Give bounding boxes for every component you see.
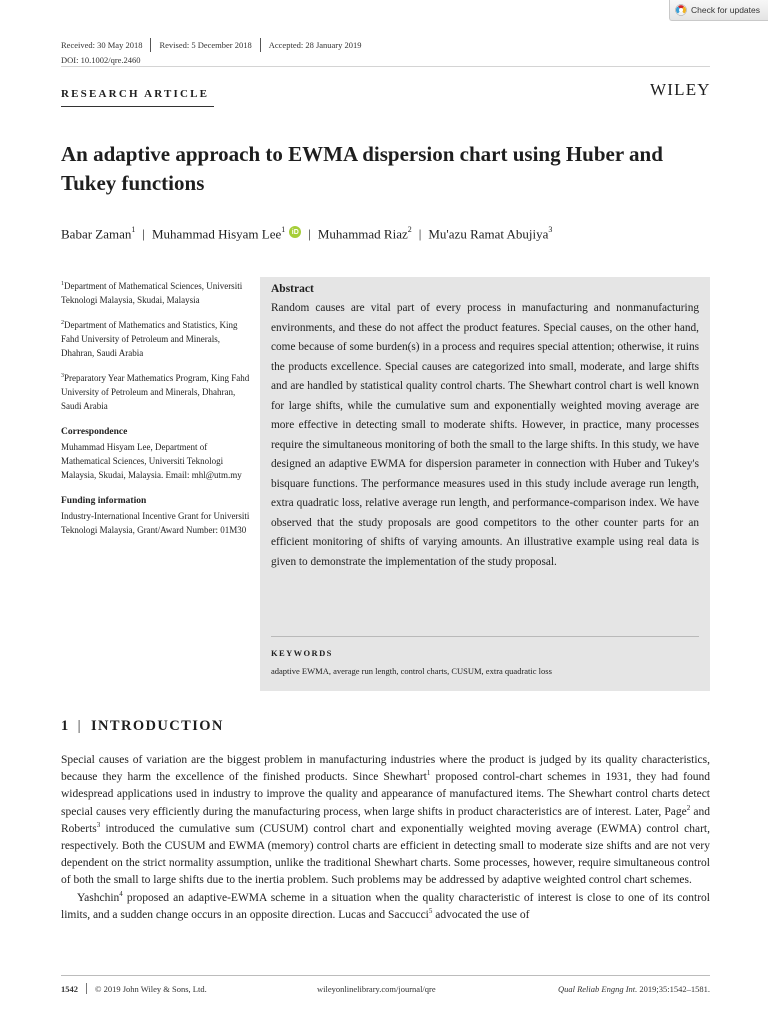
accepted-date: Accepted: 28 January 2019 [268, 40, 362, 50]
keywords-divider [271, 636, 699, 637]
abstract-heading: Abstract [271, 283, 314, 295]
section-separator: | [77, 718, 82, 734]
section-title: INTRODUCTION [90, 718, 224, 734]
citation-ref[interactable]: 3 [96, 820, 101, 829]
meta-divider [260, 38, 261, 52]
author-list [61, 226, 552, 242]
author[interactable]: Muhammad Riaz$^2$ [317, 225, 412, 242]
publisher-name: WILEY [650, 80, 711, 99]
doi[interactable]: DOI: 10.1002/qre.2460 [61, 55, 141, 65]
article-type-underline [61, 106, 214, 107]
received-date: Received: 30 May 2018 [61, 40, 143, 50]
footer-divider [86, 983, 87, 994]
citation-ref[interactable]: 1 [426, 769, 431, 778]
author-separator: | [308, 226, 311, 242]
funding-text: Industry-International Incentive Grant for Universiti Teknologi Malaysia, Grant/Award Number: 01M30 [61, 511, 250, 535]
author-separator: | [418, 226, 422, 242]
affiliation: $^2$Department of Mathematics and Statistics, King Fahd University of Petroleum and Minerals, Dhahran, Saudi Arabia [61, 320, 238, 358]
citation-ref[interactable]: 5 [428, 907, 433, 915]
keywords-heading: KEYWORDS [271, 648, 333, 658]
section-heading [61, 718, 224, 735]
abstract-text: Random causes are vital part of every process in manufacturing and nonmanufacturing environments, and these do not affect the product features. Special causes, on the other hand, come because of some burden(s) in a process and requires special attention; otherwise, it ruins the products excellence. Special causes are categorized into small, moderate, and large shifts and are handled by statistical quality control charts. The Shewhart control chart is well known for large shifts, while the cumulative sum and exponentially weighted moving average are more effective in detecting small to moderate shifts. However, in practice, many processes require the simultaneous monitoring of both the small to the large shifts. In this study, we have designed an adaptive EWMA for dispersion parameter in connection with Huber and Tukey's bisquare functions. The performance measures used in this study include average run length, extra quadratic loss, relative average run length, and performance-comparison index. We have observed that the study proposals are good competitors to the other counter parts for an efficient monitoring of shifts of varying amounts. An illustrative example using real data is given to demonstrate the implementation of the study proposal. [271, 302, 699, 568]
author[interactable]: Muhammad Hisyam Lee$^1$ [152, 225, 286, 242]
correspondence-heading: Correspondence [61, 427, 128, 437]
paragraph: Yashchin$^4$ proposed an adaptive-EWMA scheme in a situation when the quality characteristic of interest is close to one of its control limits, and a sudden change occurs in an opposite direction. Lucas and Saccucci$^5$ advocated the use of [61, 889, 710, 921]
author[interactable]: Mu'azu Ramat Abujiya$^3$ [428, 225, 553, 242]
copyright: © 2019 John Wiley & Sons, Ltd. [95, 983, 207, 994]
affiliation: $^3$Preparatory Year Mathematics Program, King Fahd University of Petroleum and Minerals, Dhahran, Saudi Arabia [61, 373, 250, 411]
journal-url[interactable]: wileyonlinelibrary.com/journal/qre [317, 983, 436, 994]
introduction-body [61, 752, 710, 924]
citation-ref[interactable]: 4 [119, 889, 123, 898]
funding-heading: Funding information [61, 496, 147, 506]
article-history [61, 38, 362, 52]
keywords-list: adaptive EWMA, average run length, control charts, CUSUM, extra quadratic loss [271, 666, 552, 676]
check-for-updates-label: Check for updates [691, 5, 760, 15]
meta-divider [150, 38, 151, 52]
article-type: RESEARCH ARTICLE [61, 88, 210, 100]
author-separator: | [142, 226, 145, 242]
orcid-icon[interactable]: iD [289, 226, 301, 238]
correspondence-text: Muhammad Hisyam Lee, Department of Mathematical Sciences, Universiti Teknologi Malaysia, Skudai, Malaysia. Email: mhl@utm.my [61, 442, 242, 480]
paragraph: Special causes of variation are the biggest problem in manufacturing industries where the product is judged by its quality characteristics, because they harm the excellence of the finished products. Since Shewhart$^1$ proposed control-chart schemes in 1931, they had found widespread applications used in industry to improve the quality and appearance of manufactured items. The Shewhart control charts detect special causes very efficiently during the manufacturing process, when large shifts in product characteristics are of interest. Later, Page$^2$ and Roberts$^3$ introduced the cumulative sum (CUSUM) control chart and exponentially weighted moving average (EWMA) control chart, respectively. Both the CUSUM and EWMA (memory) control charts are efficient in detecting small to moderate size shifts and are not very dependent on the strict normality assumption, unlike the traditional Shewhart charts. Some processes, however, require simultaneous control of both the small to large shifts due to the inertia problem. Such problems may be addressed by adaptive weighted control chart schemes. [61, 754, 711, 887]
article-title: An adaptive approach to EWMA dispersion chart using Huber and Tukey functions [61, 142, 663, 195]
page-footer [61, 983, 710, 994]
section-number: 1 [61, 718, 70, 734]
check-for-updates-button[interactable] [669, 0, 768, 21]
affiliation: $^1$Department of Mathematical Sciences, Universiti Teknologi Malaysia, Skudai, Malaysia [61, 281, 243, 305]
page-number: 1542 [61, 983, 78, 994]
sidebar-info [61, 277, 251, 537]
revised-date: Revised: 5 December 2018 [159, 40, 252, 50]
publisher-logo [650, 80, 711, 100]
crossmark-icon [675, 4, 687, 16]
footer-rule [61, 975, 710, 976]
abstract-box [260, 277, 710, 691]
author[interactable]: Babar Zaman$^1$ [61, 225, 136, 242]
header-rule [61, 66, 710, 67]
citation-ref[interactable]: 2 [686, 803, 691, 812]
citation: Qual Reliab Engng Int. 2019;35:1542–1581. [557, 983, 710, 994]
